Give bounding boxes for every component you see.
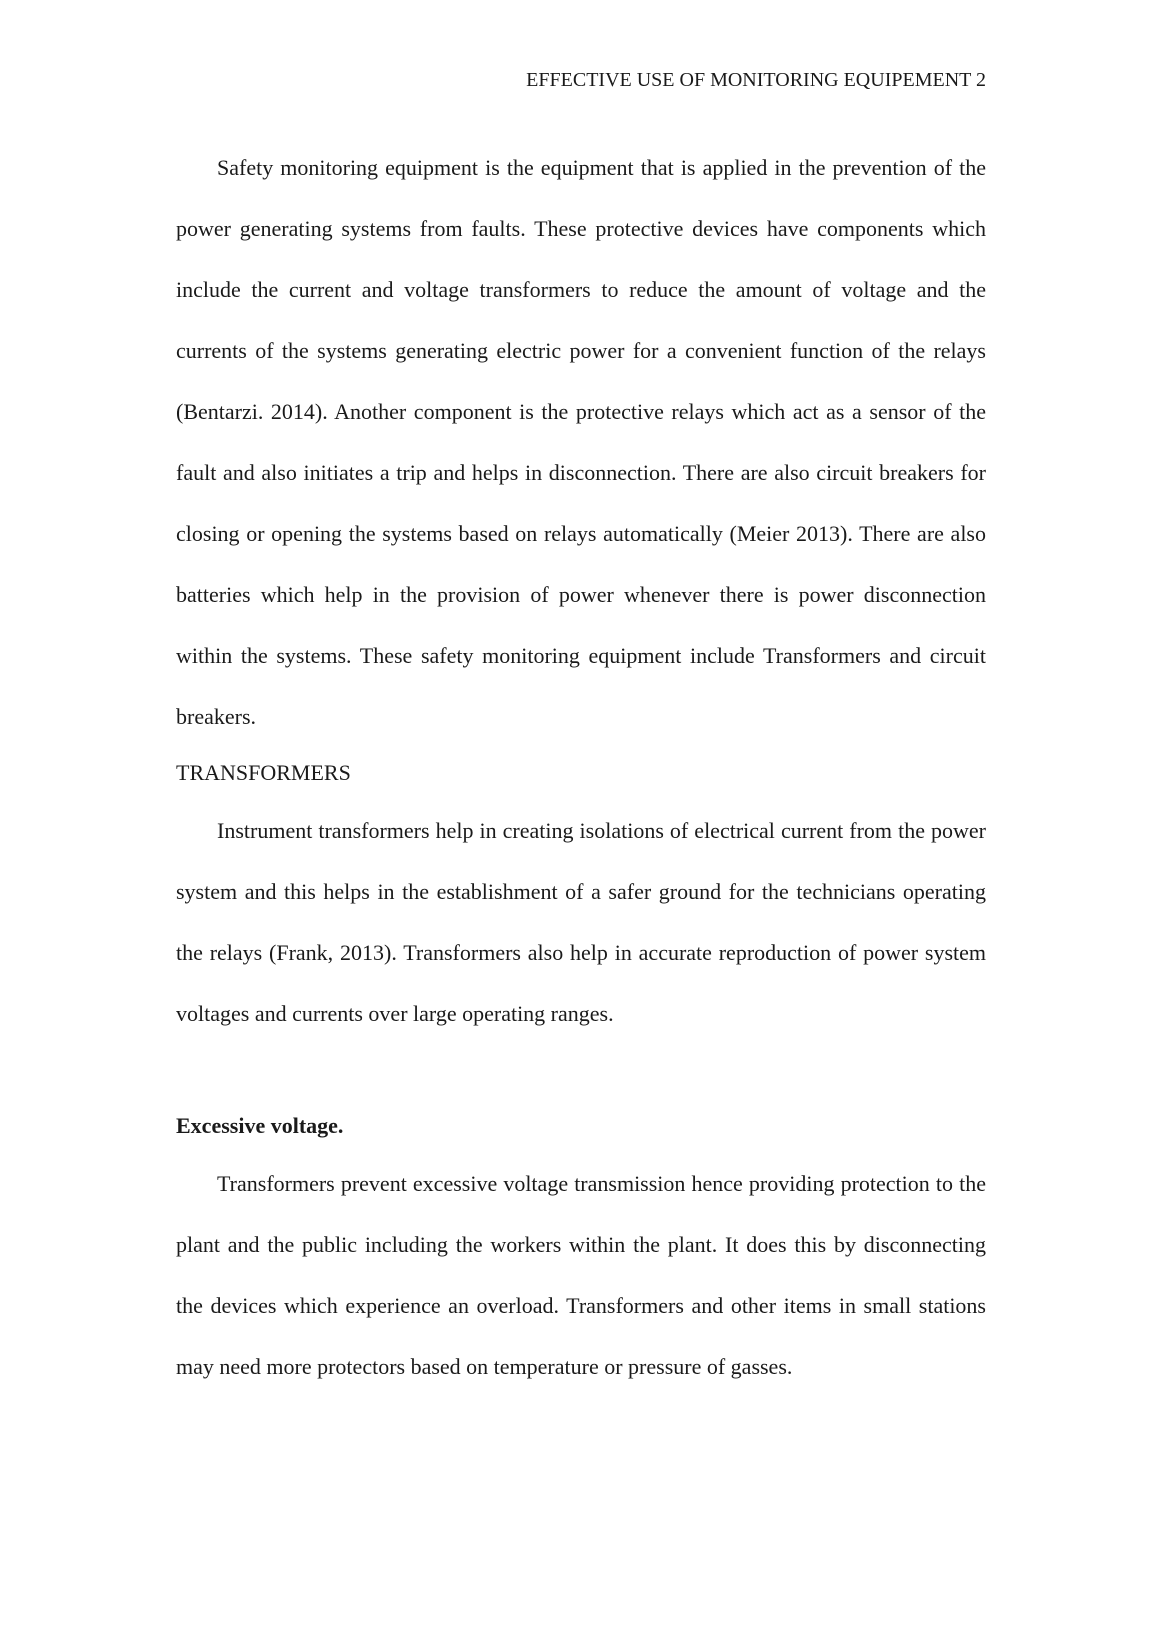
transformers-paragraph: Instrument transformers help in creating isolations of electrical current from the power system and this helps in the establishment of a safer ground for the technicians operating the relays (Frank, 2013). Transformers also help in accurate reproduction of power system voltages and currents over large operating ranges.	[176, 818, 986, 1026]
excessive-voltage-heading: Excessive voltage.	[176, 1113, 344, 1138]
excessive-voltage-paragraph: Transformers prevent excessive voltage transmission hence providing protection to the plant and the public including the workers within the plant. It does this by disconnecting the devices which experience an overload. Transformers and other items in small stations may need more protectors based on temperature or pressure of gasses.	[176, 1171, 986, 1379]
transformers-heading: TRANSFORMERS	[176, 760, 351, 785]
running-head: EFFECTIVE USE OF MONITORING EQUIPEMENT 2	[526, 69, 986, 91]
intro-paragraph: Safety monitoring equipment is the equipment that is applied in the prevention of the power generating systems from faults. These protective devices have components which include the current and voltage transformers to reduce the amount of voltage and the currents of the systems generating electric power for a convenient function of the relays (Bentarzi. 2014). Another component is the protective relays which act as a sensor of the fault and also initiates a trip and helps in disconnection. There are also circuit breakers for closing or opening the systems based on relays automatically (Meier 2013). There are also batteries which help in the provision of power whenever there is power disconnection within the systems. These safety monitoring equipment include Transformers and circuit breakers.	[176, 155, 986, 729]
